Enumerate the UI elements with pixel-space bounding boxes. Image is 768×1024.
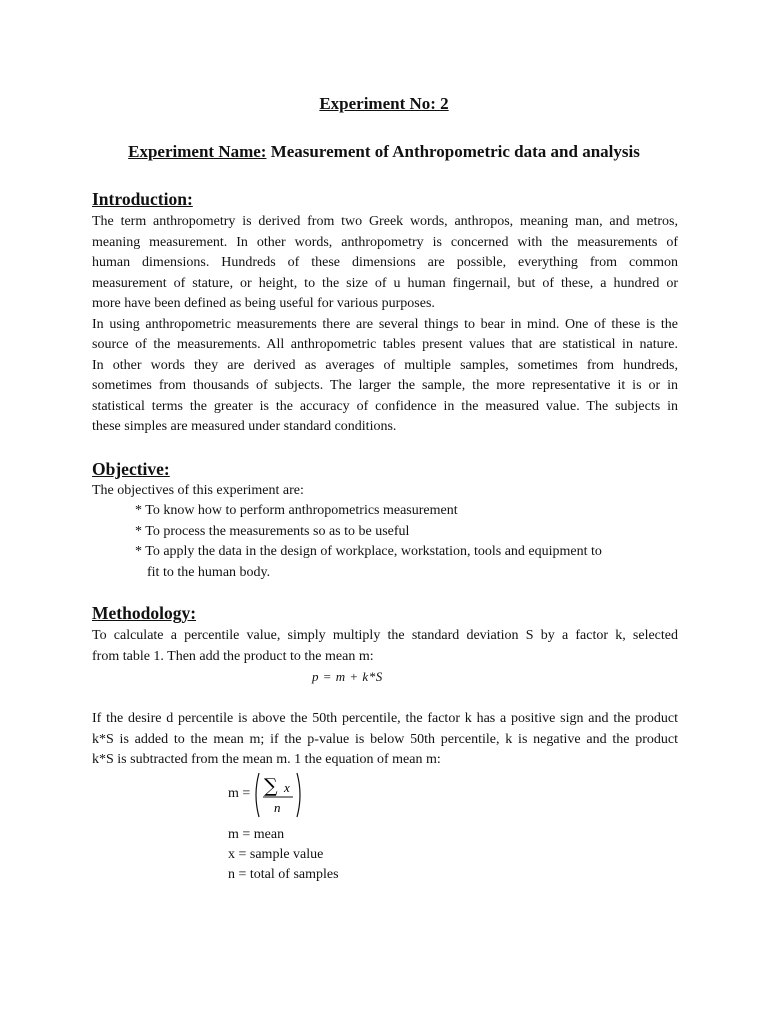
intro-line: meaning measurement. In other words, anthropometry is concerned with the measurements of xyxy=(92,234,678,250)
definition-mean: m = mean xyxy=(228,827,285,842)
methodology-line: k*S is added to the mean m; if the p-value is below 50th percentile, k is negative and the product xyxy=(92,731,678,747)
right-paren xyxy=(297,773,300,817)
definition-sample-value: x = sample value xyxy=(228,847,324,862)
introduction-heading: Introduction: xyxy=(92,189,193,209)
methodology-line: If the desire d percentile is above the 50th percentile, the factor k has a positive sign and the product xyxy=(92,711,678,726)
objective-item-continuation: fit to the human body. xyxy=(147,565,271,580)
methodology-heading: Methodology: xyxy=(92,603,197,623)
objective-item: * To know how to perform anthropometrics measurement xyxy=(135,503,458,518)
mean-equation-lhs: m = xyxy=(228,786,251,801)
methodology-line: k*S is subtracted from the mean m. 1 the equation of mean m: xyxy=(92,752,441,767)
intro-line: these simples are measured under standard conditions. xyxy=(92,419,397,434)
experiment-name-label: Experiment Name: xyxy=(128,142,267,161)
mean-equation xyxy=(228,770,308,820)
intro-line: measurement of stature, or height, to the size of u human fingernail, but of these, a hundred or xyxy=(92,275,678,291)
intro-line: In other words they are derived as averages of multiple samples, sometimes from hundreds, xyxy=(92,357,678,373)
numerator-x: x xyxy=(284,780,290,795)
denominator-n: n xyxy=(274,800,281,815)
intro-line: source of the measurements. All anthropometric tables present values that are statistical in nature. xyxy=(92,337,678,352)
intro-line: more have been defined as being useful for various purposes. xyxy=(92,296,435,311)
intro-line: human dimensions. Hundreds of these dimensions are possible, everything from common xyxy=(92,255,678,270)
intro-line: statistical terms the greater is the accuracy of confidence in the measured value. The subjects in xyxy=(92,398,678,414)
introduction-paragraph xyxy=(92,212,678,438)
experiment-name-value: Measurement of Anthropometric data and analysis xyxy=(266,142,640,161)
methodology-line: To calculate a percentile value, simply multiply the standard deviation S by a factor k, selected xyxy=(92,628,678,643)
objective-heading: Objective: xyxy=(92,459,170,479)
methodology-paragraph-1 xyxy=(92,626,678,667)
sum-symbol: ∑ xyxy=(264,775,278,797)
objective-item: * To process the measurements so as to be useful xyxy=(135,524,410,539)
mean-fraction xyxy=(252,770,304,820)
objective-item: * To apply the data in the design of workplace, workstation, tools and equipment to xyxy=(135,544,602,559)
intro-line: In using anthropometric measurements there are several things to bear in mind. One of these is the xyxy=(92,316,678,332)
objective-intro: The objectives of this experiment are: xyxy=(92,483,304,498)
methodology-line: from table 1. Then add the product to the mean m: xyxy=(92,648,374,664)
intro-line: The term anthropometry is derived from two Greek words, anthropos, meaning man, and metros, xyxy=(92,214,678,229)
intro-line: sometimes from thousands of subjects. The larger the sample, the more representative it is or in xyxy=(92,378,678,393)
left-paren xyxy=(256,773,259,817)
percentile-formula: p = m + k*S xyxy=(312,669,383,684)
definition-total-samples: n = total of samples xyxy=(228,867,339,882)
methodology-paragraph-2 xyxy=(92,709,678,771)
experiment-name-title xyxy=(0,142,768,162)
experiment-number-title: Experiment No: 2 xyxy=(319,94,449,113)
